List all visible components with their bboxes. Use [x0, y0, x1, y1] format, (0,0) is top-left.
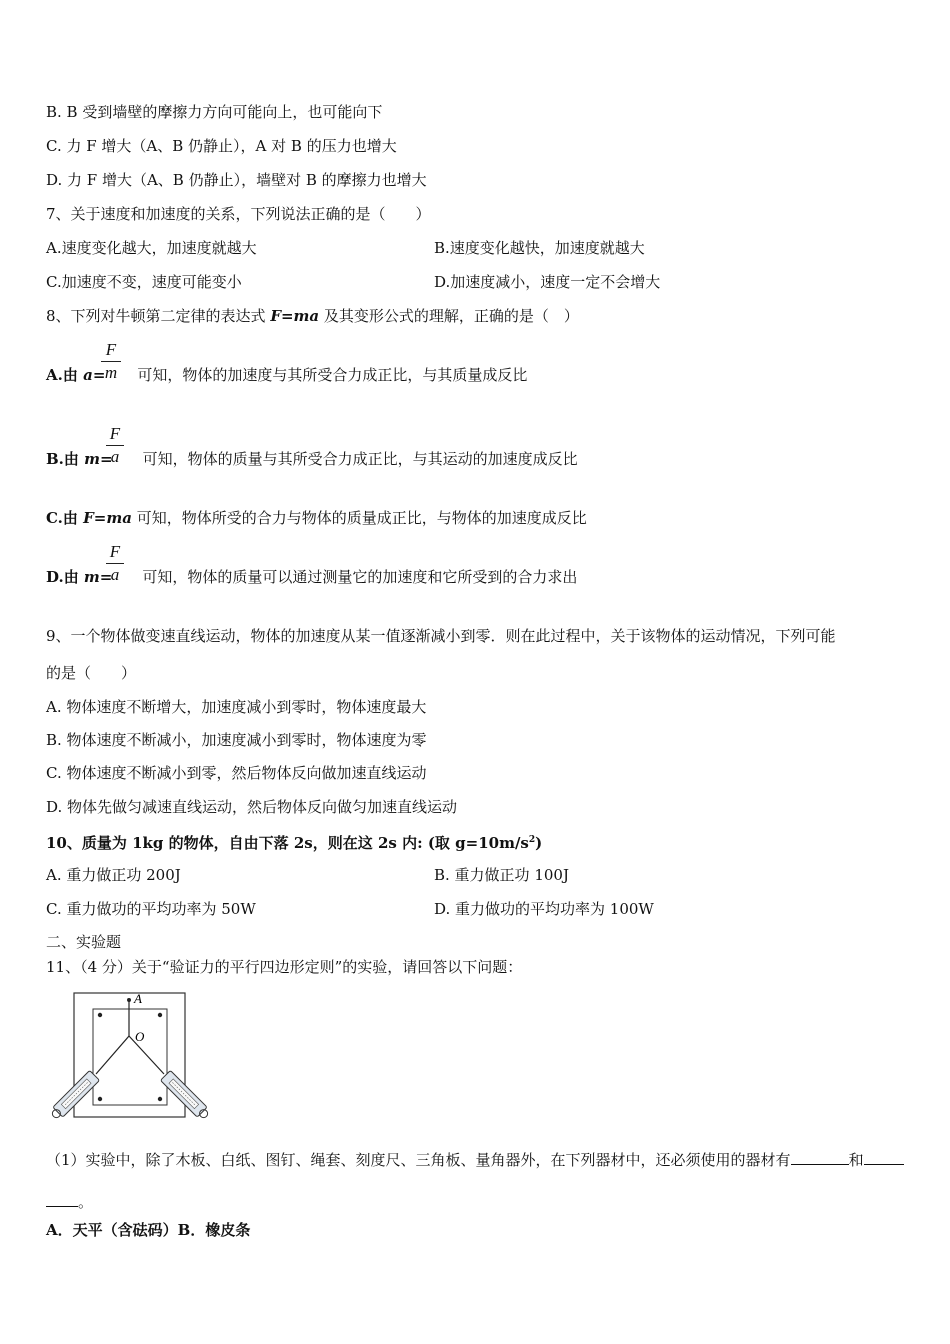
pin-dot — [158, 1097, 162, 1101]
fraction-numerator: F — [109, 424, 121, 443]
q11-options: A．天平（含砝码）B．橡皮条 — [46, 1221, 251, 1239]
q8-stem: 8、下列对牛顿第二定律的表达式 F=ma 及其变形公式的理解，正确的是（ ） — [46, 307, 579, 325]
fraction-bar — [101, 361, 121, 362]
fraction-bar — [106, 445, 124, 446]
pin-dot — [98, 1097, 102, 1101]
q9-option-d: D. 物体先做匀减速直线运动，然后物体反向做匀加速直线运动 — [46, 798, 458, 816]
q9-option-a: A. 物体速度不断增大，加速度减小到零时，物体速度最大 — [46, 698, 427, 716]
q10-option-d: D. 重力做功的平均功率为 100W — [434, 900, 654, 918]
q8-option-a: A.由 a= 可知，物体的加速度与其所受合力成正比，与其质量成反比 — [46, 366, 528, 384]
line-option-b: B. B 受到墙壁的摩擦力方向可能向上，也可能向下 — [46, 103, 383, 121]
q8-option-b-fraction — [106, 424, 124, 467]
q10-option-c: C. 重力做功的平均功率为 50W — [46, 900, 256, 918]
q8-option-d-fraction — [106, 542, 124, 585]
line-option-d: D. 力 F 增大（A、B 仍静止），墙壁对 B 的摩擦力也增大 — [46, 171, 427, 189]
q9-stem-line2: 的是（ ） — [46, 664, 137, 682]
label-o: O — [135, 1029, 145, 1044]
q7-option-d: D.加速度减小，速度一定不会增大 — [434, 273, 661, 291]
pin-dot — [98, 1013, 102, 1017]
answer-blank[interactable] — [791, 1150, 849, 1165]
answer-blank-continued[interactable] — [46, 1192, 78, 1207]
line-option-c: C. 力 F 增大（A、B 仍静止），A 对 B 的压力也增大 — [46, 137, 397, 155]
q9-option-c: C. 物体速度不断减小到零，然后物体反向做加速直线运动 — [46, 764, 427, 782]
q11-sub1-line1: （1）实验中，除了木板、白纸、图钉、绳套、刻度尺、三角板、量角器外，在下列器材中，还必须使用的器材有 和 — [46, 1150, 904, 1170]
paper-inner — [93, 1009, 167, 1105]
q7-option-c: C.加速度不变，速度可能变小 — [46, 273, 242, 291]
answer-blank[interactable] — [864, 1150, 904, 1165]
q8-option-b: B.由 m= 可知，物体的质量与其所受合力成正比，与其运动的加速度成反比 — [46, 450, 578, 468]
fraction-numerator: F — [105, 340, 117, 359]
q11-sub1-line2: 。 — [46, 1192, 93, 1212]
fraction-denominator: a — [110, 447, 120, 466]
parallelogram-experiment-diagram — [44, 990, 224, 1130]
fraction-bar — [106, 563, 124, 564]
q8-option-d: D.由 m= 可知，物体的质量可以通过测量它的加速度和它所受到的合力求出 — [46, 568, 578, 586]
fraction-numerator: F — [109, 542, 121, 561]
q7-option-a: A.速度变化越大，加速度就越大 — [46, 239, 257, 257]
fraction-denominator: m — [104, 363, 118, 382]
q10-option-b: B. 重力做正功 100J — [434, 866, 569, 884]
q9-option-b: B. 物体速度不断减小，加速度减小到零时，物体速度为零 — [46, 731, 427, 749]
q7-option-b: B.速度变化越快，加速度就越大 — [434, 239, 645, 257]
label-a: A — [134, 991, 142, 1006]
q8-option-a-fraction — [101, 340, 121, 383]
pin-dot — [158, 1013, 162, 1017]
q10-stem: 10、质量为 1kg 的物体，自由下落 2s，则在这 2s 内: (取 $g=10m/s^2$) — [46, 834, 543, 852]
q9-stem-line1: 9、一个物体做变速直线运动，物体的加速度从某一值逐渐减小到零．则在此过程中，关于该物体的运动情况，下列可能 — [46, 627, 836, 645]
q10-option-a: A. 重力做正功 200J — [46, 866, 181, 884]
q11-stem: 11、（4 分）关于“验证力的平行四边形定则”的实验，请回答以下问题： — [46, 958, 523, 976]
section-heading: 二、实验题 — [46, 933, 122, 951]
q7-stem: 7、关于速度和加速度的关系，下列说法正确的是（ ） — [46, 205, 431, 223]
q8-option-c: C.由 F=ma 可知，物体所受的合力与物体的质量成正比，与物体的加速度成反比 — [46, 509, 587, 527]
fraction-denominator: a — [110, 565, 120, 584]
